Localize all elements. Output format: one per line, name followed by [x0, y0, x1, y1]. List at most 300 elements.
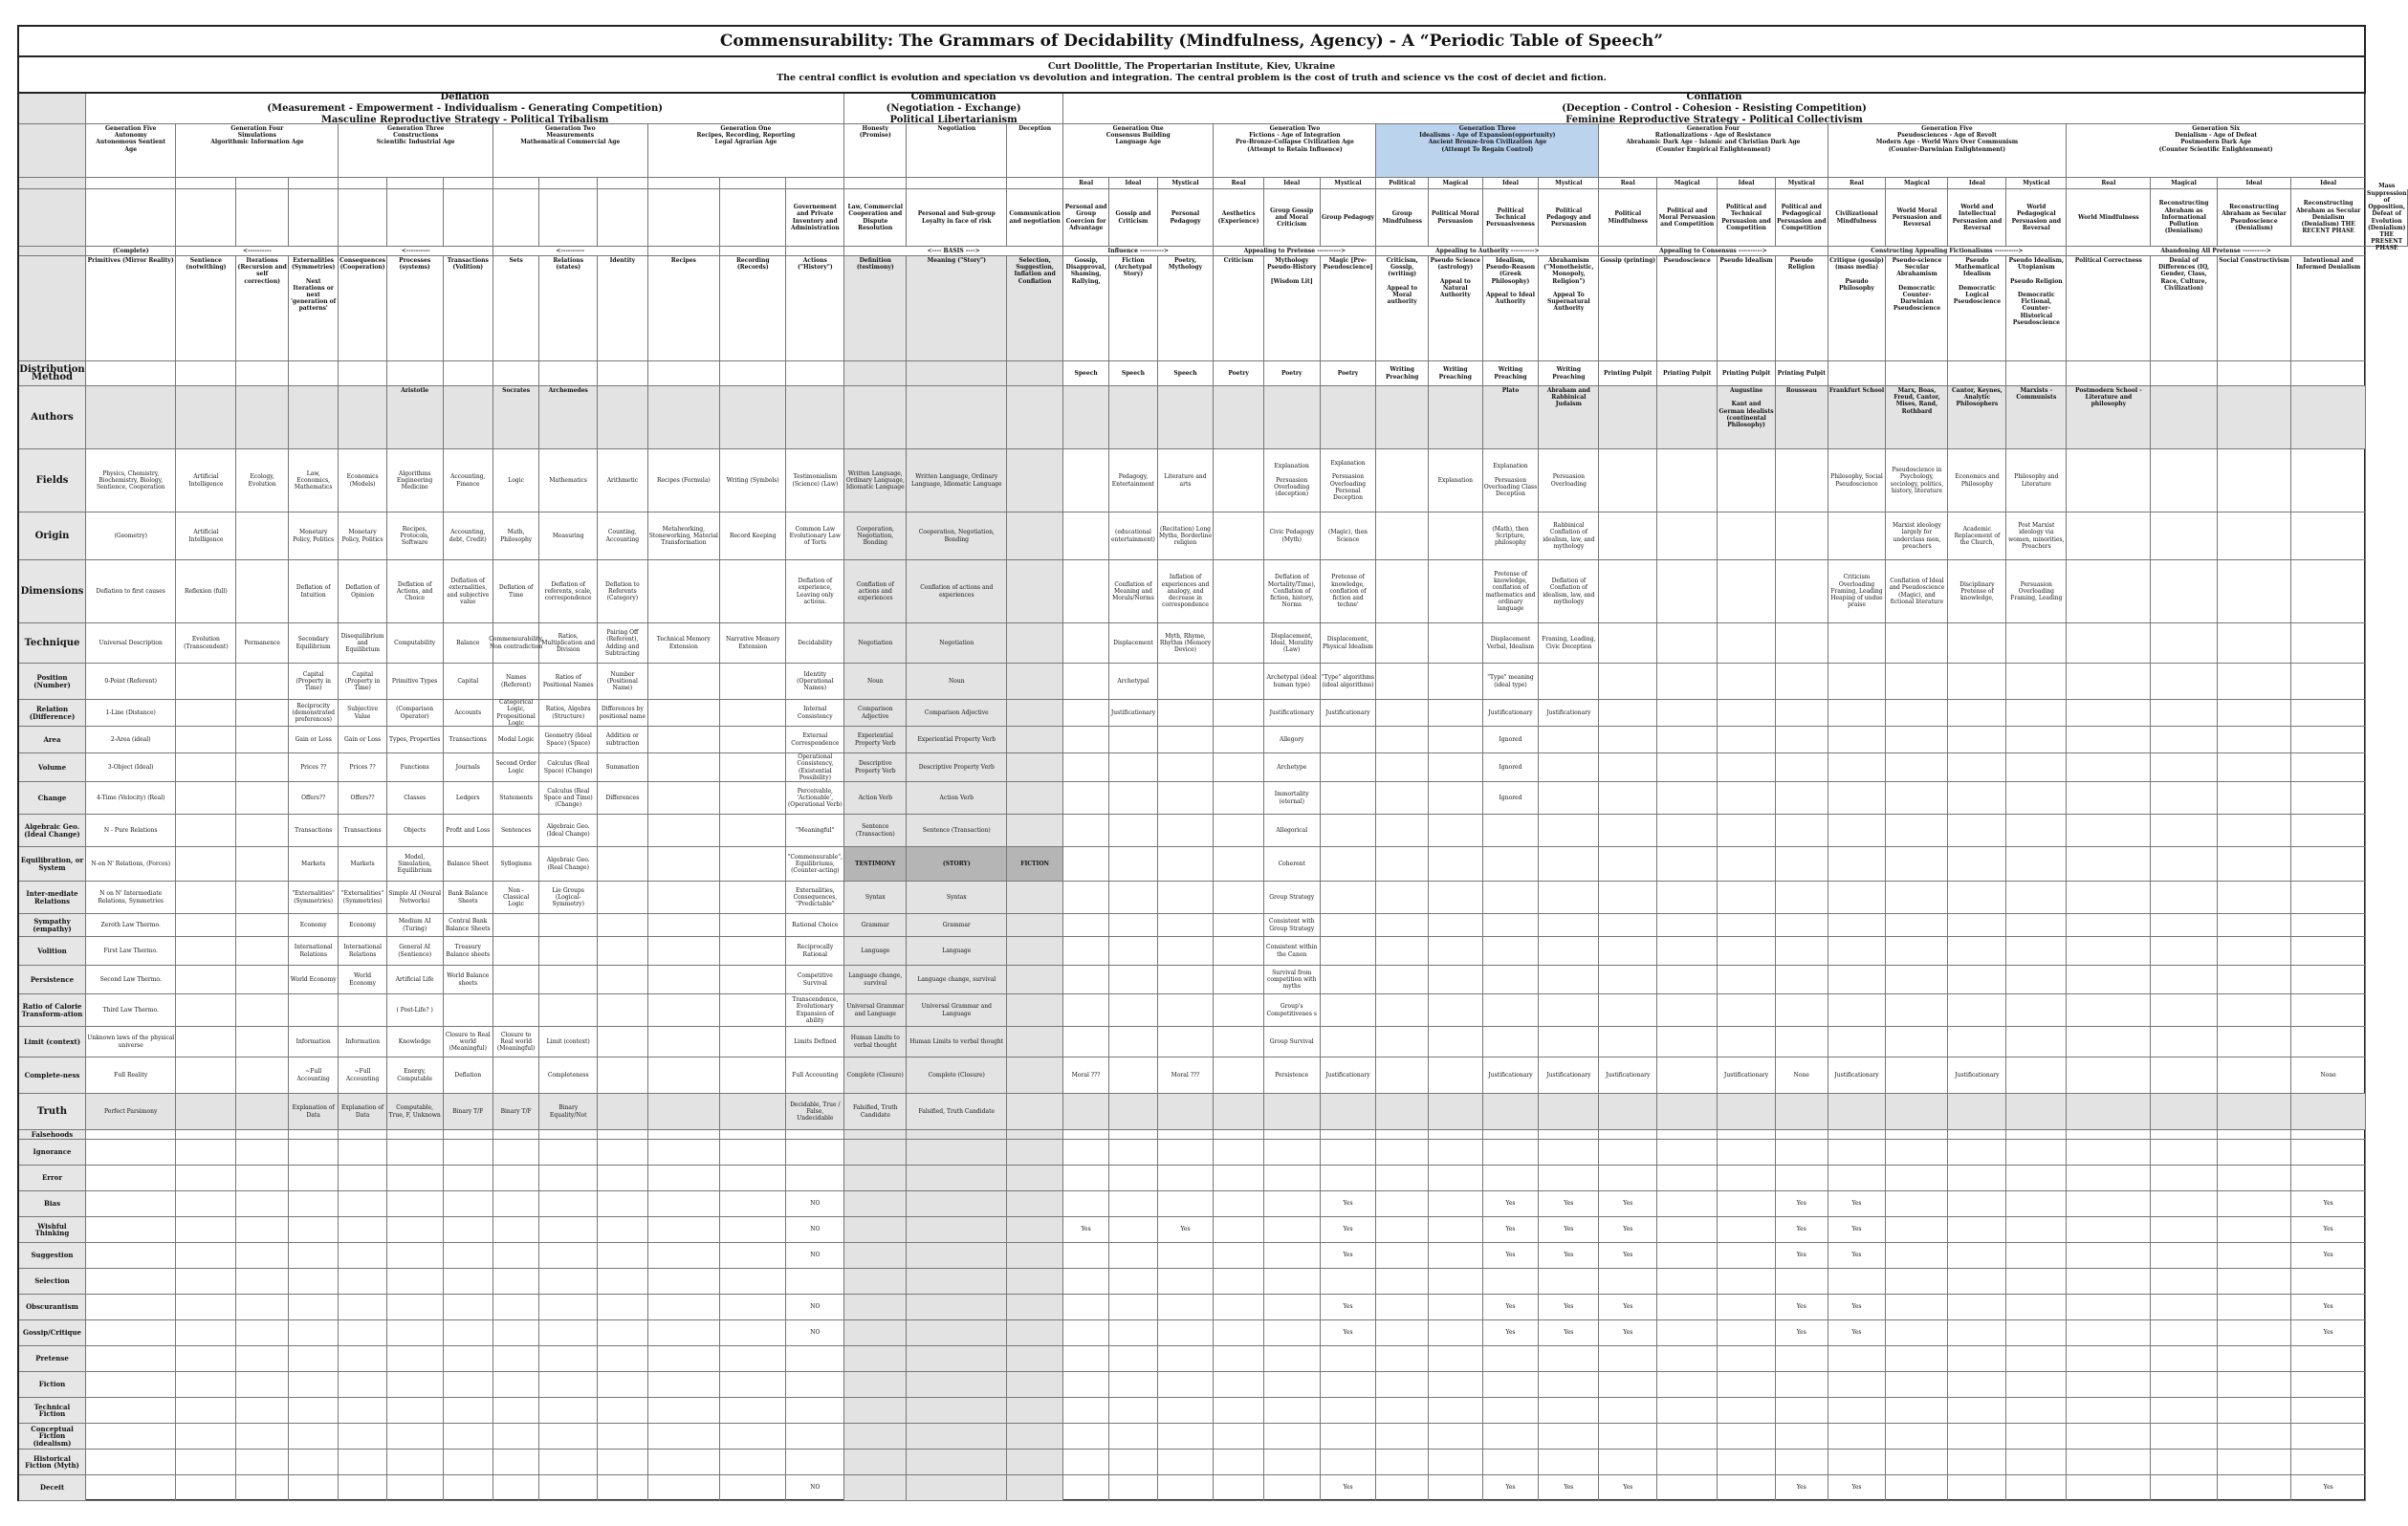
- data-cell: [2006, 937, 2067, 966]
- falsehood-mark: [1718, 1475, 1776, 1501]
- falsehood-cell: [598, 1130, 647, 1140]
- falsehood-mark: [1886, 1346, 1948, 1372]
- data-cell: Grammar: [844, 914, 907, 937]
- falsehood-mark: [844, 1269, 907, 1295]
- falsehood-mark: [493, 1372, 539, 1398]
- falsehood-mark: NO: [786, 1295, 844, 1320]
- falsehood-mark: [1776, 1140, 1828, 1166]
- data-cell: Noun: [907, 664, 1007, 700]
- section-deflation: Deflation (Measurement - Empowerment - Individualism - Generating Competition) Masculine Reproductive Strategy - Political Tribalism: [86, 94, 844, 124]
- data-cell: [1657, 994, 1718, 1027]
- data-cell: Artificial Intelligence: [176, 449, 236, 512]
- data-cell: [1158, 664, 1215, 700]
- data-cell: Decidable, True / False, Undecidable: [786, 1094, 844, 1130]
- data-cell: [648, 937, 721, 966]
- falsehood-mark: [1429, 1295, 1483, 1320]
- falsehood-mark: [1214, 1475, 1263, 1501]
- data-cell: [2218, 782, 2292, 815]
- row-label: Inter-mediate Relations: [19, 882, 86, 914]
- falsehood-mark: [720, 1450, 786, 1475]
- data-cell: [2006, 882, 2067, 914]
- author-cell: [86, 386, 176, 449]
- data-cell: [2291, 847, 2366, 882]
- data-cell: Transactions: [339, 815, 386, 847]
- row-label: Position (Number): [19, 664, 86, 700]
- data-cell: [1007, 700, 1063, 727]
- data-cell: "Externalities" (Symmetries): [339, 882, 386, 914]
- distribution-cell: Printing Pulpit: [1718, 361, 1776, 386]
- data-cell: [1214, 664, 1263, 700]
- data-cell: Physics, Chemistry, Biochemistry, Biology, Sentience, Cooperation: [86, 449, 176, 512]
- falsehood-mark: [539, 1398, 598, 1424]
- author-cell: [907, 386, 1007, 449]
- data-cell: [1948, 994, 2006, 1027]
- data-cell: [1063, 623, 1109, 664]
- falsehood-cell: [844, 1130, 907, 1140]
- data-cell: Reciprocally Rational: [786, 937, 844, 966]
- falsehood-mark: [1264, 1424, 1321, 1450]
- falsehood-mark: [907, 1398, 1007, 1424]
- falsehood-mark: [907, 1295, 1007, 1320]
- data-cell: 0-Point (Referent): [86, 664, 176, 700]
- falsehood-mark: [844, 1346, 907, 1372]
- data-cell: [1007, 1057, 1063, 1094]
- data-cell: [1063, 1094, 1109, 1130]
- falsehood-mark: [2006, 1269, 2067, 1295]
- data-cell: [1828, 664, 1887, 700]
- falsehood-mark: [1657, 1398, 1718, 1424]
- data-cell: [1429, 937, 1483, 966]
- data-cell: [720, 753, 786, 782]
- data-cell: [598, 966, 647, 994]
- falsehood-mark: [339, 1320, 386, 1346]
- distribution-cell: [86, 361, 176, 386]
- falsehood-mark: NO: [786, 1191, 844, 1217]
- falsehood-mark: [786, 1346, 844, 1372]
- data-cell: Non - Classical Logic: [493, 882, 539, 914]
- falsehood-mark: Yes: [1483, 1243, 1540, 1269]
- data-cell: [648, 664, 721, 700]
- falsehood-mark: [1007, 1166, 1063, 1191]
- data-cell: [1007, 882, 1063, 914]
- row-label-distribution: Distribution Method: [19, 361, 86, 386]
- falsehood-mark: [1158, 1372, 1215, 1398]
- data-cell: Explanation Persuasion Overloading (deception): [1264, 449, 1321, 512]
- mode-cell: [86, 178, 176, 189]
- data-cell: [1657, 1094, 1718, 1130]
- data-cell: Consistent within the Canon: [1264, 937, 1321, 966]
- data-cell: Central Bank Balance Sheets: [444, 914, 493, 937]
- data-cell: [1828, 753, 1887, 782]
- type-cell: Social Constructivism: [2218, 256, 2292, 361]
- data-cell: Model, Simulation, Equilibrium: [387, 847, 444, 882]
- falsehood-mark: [1376, 1398, 1429, 1424]
- falsehood-mark: [176, 1140, 236, 1166]
- falsehood-mark: Yes: [1539, 1320, 1599, 1346]
- author-cell: Cantor, Keynes, Analytic Philosophers: [1948, 386, 2006, 449]
- falsehood-mark: [1264, 1166, 1321, 1191]
- data-cell: [2151, 882, 2217, 914]
- data-cell: [176, 782, 236, 815]
- data-cell: [1376, 994, 1429, 1027]
- author-cell: [444, 386, 493, 449]
- data-cell: [648, 1094, 721, 1130]
- data-cell: [2218, 1094, 2292, 1130]
- data-cell: [1483, 966, 1540, 994]
- falsehood-mark: [86, 1243, 176, 1269]
- data-cell: [236, 966, 289, 994]
- falsehood-mark: [786, 1372, 844, 1398]
- data-cell: (Magic), then Science: [1321, 512, 1377, 560]
- falsehood-mark: Yes: [1158, 1217, 1215, 1243]
- distribution-cell: Speech: [1063, 361, 1109, 386]
- author-cell: [598, 386, 647, 449]
- type-cell: Pseudo Idealism: [1718, 256, 1776, 361]
- data-cell: Allegory: [1264, 727, 1321, 753]
- falsehood-mark: [1718, 1217, 1776, 1243]
- data-cell: Classes: [387, 782, 444, 815]
- falsehood-mark: [1264, 1140, 1321, 1166]
- data-cell: [1599, 700, 1657, 727]
- data-cell: Objects: [387, 815, 444, 847]
- falsehood-cell: [907, 1130, 1007, 1140]
- data-cell: Transactions: [444, 727, 493, 753]
- falsehood-mark: [1483, 1450, 1540, 1475]
- falsehood-mark: [844, 1424, 907, 1450]
- data-cell: [1063, 727, 1109, 753]
- data-cell: Economics (Models): [339, 449, 386, 512]
- falsehood-mark: [339, 1295, 386, 1320]
- data-cell: [1539, 753, 1599, 782]
- author-cell: [1214, 386, 1263, 449]
- falsehood-mark: [1886, 1320, 1948, 1346]
- data-cell: [1718, 937, 1776, 966]
- falsehood-cell: [2006, 1130, 2067, 1140]
- distribution-cell: [539, 361, 598, 386]
- data-cell: [598, 815, 647, 847]
- author-cell: Augustine Kant and German idealists (continental Philosophy): [1718, 386, 1776, 449]
- data-cell: [2291, 914, 2366, 937]
- mode-cell: [444, 178, 493, 189]
- author-cell: Postmodern School - Literature and philosophy: [2067, 386, 2151, 449]
- generation-header-c2: Generation Two Fictions - Age of Integration Pre-Bronze-Collapse Civilization Age (Attempt to Retain Influence): [1214, 124, 1376, 178]
- data-cell: Cooperation, Negotiation, Bonding: [844, 512, 907, 560]
- falsehood-mark: Yes: [1776, 1295, 1828, 1320]
- falsehood-mark: [1109, 1166, 1157, 1191]
- falsehood-mark: [1539, 1450, 1599, 1475]
- data-cell: [2006, 1057, 2067, 1094]
- falsehood-mark: Yes: [1483, 1295, 1540, 1320]
- falsehood-mark: [2291, 1372, 2366, 1398]
- falsehood-mark: [720, 1166, 786, 1191]
- data-cell: [1158, 700, 1215, 727]
- falsehood-mark: [2006, 1372, 2067, 1398]
- data-cell: None: [1776, 1057, 1828, 1094]
- falsehood-mark: [2067, 1372, 2151, 1398]
- data-cell: [1214, 512, 1263, 560]
- falsehood-mark: [1007, 1243, 1063, 1269]
- falsehood-mark: [387, 1320, 444, 1346]
- data-cell: [1376, 782, 1429, 815]
- data-cell: Names (Referent): [493, 664, 539, 700]
- data-cell: [2067, 753, 2151, 782]
- falsehood-mark: [1599, 1140, 1657, 1166]
- category-cell: [648, 189, 721, 247]
- category-cell: [444, 189, 493, 247]
- falsehood-mark: [907, 1217, 1007, 1243]
- data-cell: Statements: [493, 782, 539, 815]
- data-cell: [2218, 560, 2292, 623]
- falsehood-mark: [1158, 1243, 1215, 1269]
- falsehood-mark: [1063, 1191, 1109, 1217]
- falsehood-mark: [1264, 1269, 1321, 1295]
- mode-label: Mystical: [2006, 178, 2067, 189]
- falsehood-mark: [1599, 1166, 1657, 1191]
- data-cell: [2067, 623, 2151, 664]
- type-cell: Pseudo Religion: [1776, 256, 1828, 361]
- data-cell: [236, 664, 289, 700]
- falsehood-mark: [2218, 1450, 2292, 1475]
- mode-cell: [907, 178, 1007, 189]
- data-cell: Capital (Property in Time): [289, 664, 339, 700]
- falsehood-mark: [1007, 1140, 1063, 1166]
- falsehood-mark: Yes: [1599, 1295, 1657, 1320]
- falsehood-mark: [2006, 1424, 2067, 1450]
- falsehood-mark: Yes: [1321, 1243, 1377, 1269]
- data-cell: [1007, 1094, 1063, 1130]
- data-cell: World Balance sheets: [444, 966, 493, 994]
- data-cell: [598, 1057, 647, 1094]
- falsehood-mark: [1886, 1424, 1948, 1450]
- mode-cell: [339, 178, 386, 189]
- data-cell: Group Survival: [1264, 1027, 1321, 1057]
- data-cell: [2151, 664, 2217, 700]
- data-cell: Transcendence, Evolutionary Expansion of ability: [786, 994, 844, 1027]
- data-cell: [1483, 937, 1540, 966]
- data-cell: Journals: [444, 753, 493, 782]
- falsehood-mark: [387, 1269, 444, 1295]
- falsehood-mark: [176, 1450, 236, 1475]
- data-cell: Algebraic Geo. (Real Change): [539, 847, 598, 882]
- data-cell: [1264, 1094, 1321, 1130]
- data-cell: Lie Groups (Logical-Symmetry): [539, 882, 598, 914]
- data-cell: [1599, 847, 1657, 882]
- data-cell: Conflation of actions and experiences: [907, 560, 1007, 623]
- mode-cell: [236, 178, 289, 189]
- data-cell: Justificationary: [1539, 700, 1599, 727]
- falsehood-mark: [648, 1372, 721, 1398]
- row-label: Algebraic Geo. (Ideal Change): [19, 815, 86, 847]
- falsehood-mark: [598, 1475, 647, 1501]
- data-cell: Deflation of Mortality/Time), Conflation of fiction, history, Norms: [1264, 560, 1321, 623]
- data-cell: [1948, 882, 2006, 914]
- data-cell: [598, 914, 647, 937]
- data-cell: ~Full Accounting: [339, 1057, 386, 1094]
- data-cell: Capital: [444, 664, 493, 700]
- data-cell: [1886, 966, 1948, 994]
- category-cell: World Mindfulness: [2067, 189, 2151, 247]
- falsehood-mark: [648, 1475, 721, 1501]
- author-cell: Frankfurt School: [1828, 386, 1887, 449]
- data-cell: General AI (Sentience): [387, 937, 444, 966]
- author-cell: [236, 386, 289, 449]
- data-cell: [1718, 882, 1776, 914]
- falsehood-mark: Yes: [1599, 1191, 1657, 1217]
- data-cell: Universal Grammar and Language: [907, 994, 1007, 1027]
- falsehood-mark: [1429, 1475, 1483, 1501]
- data-cell: [2067, 966, 2151, 994]
- distribution-cell: Speech: [1158, 361, 1215, 386]
- data-cell: [1214, 560, 1263, 623]
- falsehood-mark: [1483, 1372, 1540, 1398]
- falsehood-mark: [907, 1320, 1007, 1346]
- category-cell: Political and Moral Persuasion and Competition: [1657, 189, 1718, 247]
- data-cell: [1948, 700, 2006, 727]
- data-cell: Testimonialism (Science) (Law): [786, 449, 844, 512]
- data-cell: [1599, 882, 1657, 914]
- data-cell: Information: [339, 1027, 386, 1057]
- data-cell: [2067, 700, 2151, 727]
- data-cell: Grammar: [907, 914, 1007, 937]
- falsehood-mark: [1948, 1140, 2006, 1166]
- falsehood-mark: Yes: [1321, 1191, 1377, 1217]
- data-cell: [2067, 1057, 2151, 1094]
- generation-header-g1: Generation One Recipes, Recording, Reporting Legal Agrarian Age: [648, 124, 845, 178]
- type-cell: Fiction (Archetypal Story): [1109, 256, 1157, 361]
- data-cell: [493, 914, 539, 937]
- periodic-table-grid: [19, 91, 2407, 1503]
- falsehood-mark: [1109, 1424, 1157, 1450]
- falsehood-mark: [598, 1140, 647, 1166]
- data-cell: [1718, 700, 1776, 727]
- falsehood-mark: [1376, 1424, 1429, 1450]
- data-cell: Pretense of knowledge, conflation of fiction and techne': [1321, 560, 1377, 623]
- falsehood-mark: [387, 1372, 444, 1398]
- falsehood-mark: [1948, 1295, 2006, 1320]
- falsehood-cell: [1264, 1130, 1321, 1140]
- data-cell: [2067, 815, 2151, 847]
- data-cell: [493, 1057, 539, 1094]
- category-cell: Political and Technical Persuasion and Competition: [1718, 189, 1776, 247]
- data-cell: [1828, 623, 1887, 664]
- data-cell: Explanation Persuasion Overloading Class Deception: [1483, 449, 1540, 512]
- data-cell: [1158, 966, 1215, 994]
- data-cell: [2151, 1094, 2217, 1130]
- data-cell: [1214, 815, 1263, 847]
- data-cell: [1063, 512, 1109, 560]
- data-cell: [1109, 727, 1157, 753]
- data-cell: [1718, 815, 1776, 847]
- distribution-cell: [1828, 361, 1887, 386]
- falsehood-mark: [387, 1295, 444, 1320]
- falsehood-mark: NO: [786, 1217, 844, 1243]
- type-cell: Denial of Differences (IQ, Gender, Class, Race, Culture, Civilization): [2151, 256, 2217, 361]
- mode-label: Ideal: [1948, 178, 2006, 189]
- falsehood-cell: [1158, 1130, 1215, 1140]
- data-cell: [236, 560, 289, 623]
- data-cell: [1718, 560, 1776, 623]
- data-cell: [2151, 937, 2217, 966]
- data-cell: [648, 700, 721, 727]
- data-cell: Deflation of Opinion: [339, 560, 386, 623]
- data-cell: Differences: [598, 782, 647, 815]
- falsehood-mark: [1429, 1191, 1483, 1217]
- data-cell: [1718, 966, 1776, 994]
- author-cell: [1599, 386, 1657, 449]
- data-cell: Closure to Real world (Meaningful): [493, 1027, 539, 1057]
- data-cell: [648, 753, 721, 782]
- falsehood-mark: [648, 1166, 721, 1191]
- data-cell: [1429, 815, 1483, 847]
- data-cell: [2218, 882, 2292, 914]
- falsehood-mark: [1158, 1295, 1215, 1320]
- falsehood-mark: [2151, 1243, 2217, 1269]
- band-label: Abandoning All Pretense ---------->: [2067, 247, 2366, 256]
- data-cell: [2151, 449, 2217, 512]
- falsehood-mark: [1376, 1450, 1429, 1475]
- falsehood-mark: [1718, 1140, 1776, 1166]
- data-cell: [1776, 937, 1828, 966]
- data-cell: [1948, 815, 2006, 847]
- data-cell: [2291, 815, 2366, 847]
- falsehood-mark: [1007, 1398, 1063, 1424]
- data-cell: [2151, 994, 2217, 1027]
- data-cell: [236, 753, 289, 782]
- falsehood-mark: [844, 1166, 907, 1191]
- data-cell: [1158, 994, 1215, 1027]
- data-cell: [1539, 937, 1599, 966]
- data-cell: [2291, 1094, 2366, 1130]
- falsehood-mark: [598, 1295, 647, 1320]
- data-cell: [1007, 815, 1063, 847]
- falsehood-mark: [1657, 1450, 1718, 1475]
- data-cell: [2006, 753, 2067, 782]
- data-cell: [2218, 1057, 2292, 1094]
- data-cell: Comparison Adjective: [907, 700, 1007, 727]
- corner-cell: [19, 94, 86, 124]
- data-cell: Complete (Closure): [844, 1057, 907, 1094]
- data-cell: [1657, 1057, 1718, 1094]
- falsehood-mark: [907, 1346, 1007, 1372]
- distribution-cell: [844, 361, 907, 386]
- data-cell: [1776, 882, 1828, 914]
- falsehood-mark: [598, 1372, 647, 1398]
- data-cell: [1109, 966, 1157, 994]
- falsehood-mark: [598, 1191, 647, 1217]
- data-cell: [1321, 1094, 1377, 1130]
- data-cell: Gain or Loss: [289, 727, 339, 753]
- data-cell: [1718, 914, 1776, 937]
- falsehood-mark: Yes: [1539, 1295, 1599, 1320]
- data-cell: [176, 994, 236, 1027]
- data-cell: [2067, 727, 2151, 753]
- data-cell: Algebraic Geo. (Ideal Change): [539, 815, 598, 847]
- data-cell: [2151, 1027, 2217, 1057]
- falsehood-mark: [289, 1372, 339, 1398]
- falsehood-mark: [2218, 1191, 2292, 1217]
- falsehood-cell: [1214, 1130, 1263, 1140]
- data-cell: [1886, 700, 1948, 727]
- mode-cell: [720, 178, 786, 189]
- data-cell: [1109, 1027, 1157, 1057]
- data-cell: [1718, 449, 1776, 512]
- mode-label: Ideal: [1483, 178, 1540, 189]
- falsehood-mark: [339, 1140, 386, 1166]
- falsehood-mark: [86, 1398, 176, 1424]
- data-cell: Justificationary: [1718, 1057, 1776, 1094]
- data-cell: [2151, 815, 2217, 847]
- data-cell: [1483, 847, 1540, 882]
